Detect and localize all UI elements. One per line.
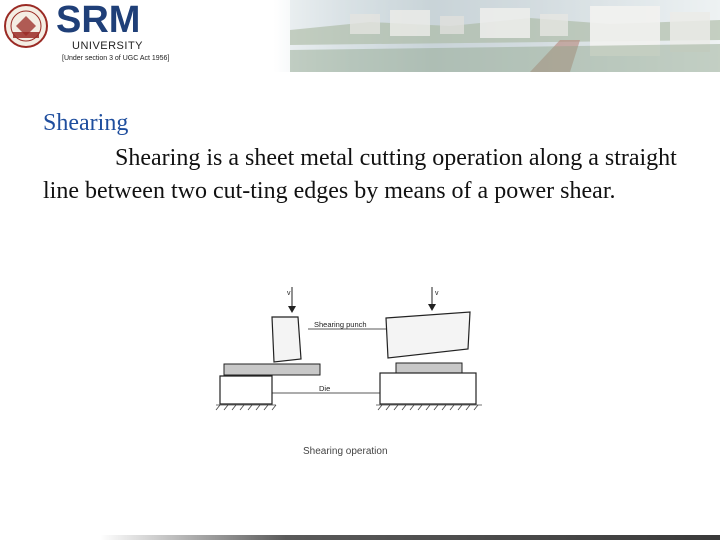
ground-hatching-right — [376, 405, 482, 410]
slide-footer-bar — [100, 535, 720, 540]
punch-label: Shearing punch — [314, 320, 367, 329]
shearing-punch-right — [386, 312, 470, 358]
slide-body-text: Shearing is a sheet metal cutting operation along a straight line between two cut-ting edges by means of a power shear. — [43, 145, 677, 204]
shearing-operation-diagram — [212, 282, 502, 457]
campus-photo-banner — [290, 0, 720, 72]
brand-university: UNIVERSITY — [72, 40, 144, 52]
die-right — [380, 373, 476, 404]
brand-act-note: [Under section 3 of UGC Act 1956] — [62, 55, 170, 62]
sheet-stock-right — [396, 363, 462, 373]
sheet-stock-left — [224, 364, 320, 375]
slide-title: Shearing — [43, 110, 129, 136]
shearing-punch-left — [272, 317, 301, 362]
ground-hatching-left — [216, 405, 276, 410]
die-label: Die — [319, 384, 331, 393]
die-left — [220, 376, 272, 404]
velocity-label-right: v — [435, 290, 439, 297]
university-seal-logo — [4, 4, 48, 48]
diagram-caption: Shearing operation — [303, 446, 388, 457]
slide-header — [0, 0, 720, 72]
brand-name: SRM — [56, 0, 141, 41]
velocity-label-left: v — [287, 290, 291, 297]
